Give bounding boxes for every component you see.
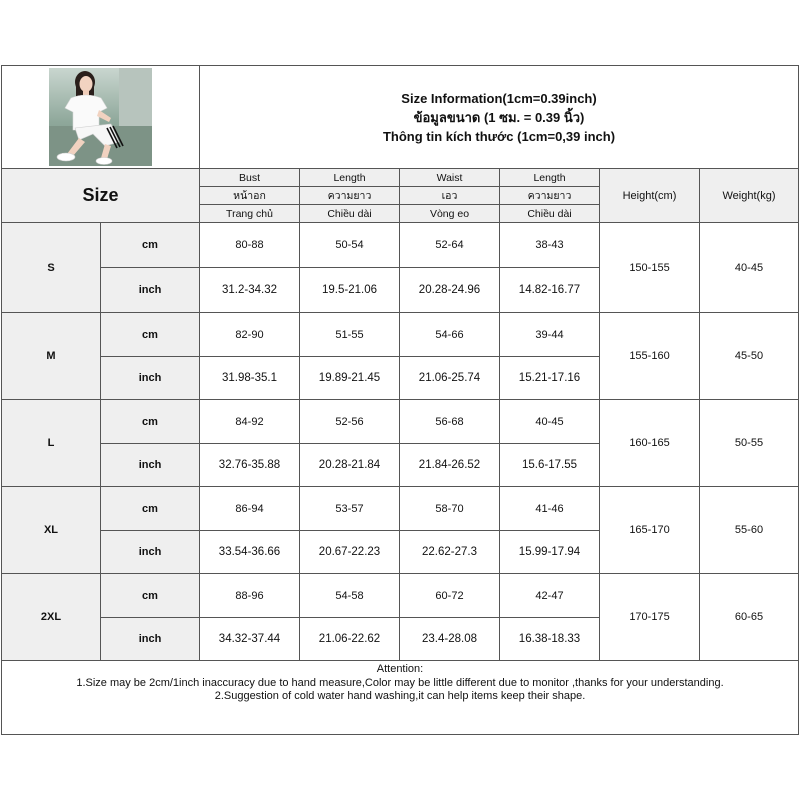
unit-label-inch: inch [100, 617, 200, 661]
title-line-thai: ข้อมูลขนาด (1 ซม. = 0.39 นิ้ว) [413, 109, 585, 125]
value-cell: 33.54-36.66 [199, 530, 300, 574]
size-label-m: M [1, 312, 101, 400]
weight-cell: 60-65 [699, 573, 799, 661]
value-cell: 40-45 [499, 399, 600, 444]
value-cell: 21.84-26.52 [399, 443, 500, 487]
value-cell: 82-90 [199, 312, 300, 357]
value-cell: 84-92 [199, 399, 300, 444]
attention-notes [1, 660, 799, 735]
value-cell: 38-43 [499, 222, 600, 268]
size-label-xl: XL [1, 486, 101, 574]
weight-cell: 45-50 [699, 312, 799, 400]
unit-label-inch: inch [100, 356, 200, 400]
column-header-length2-vi: Chiều dài [499, 204, 600, 223]
unit-label-cm: cm [100, 312, 200, 357]
value-cell: 23.4-28.08 [399, 617, 500, 661]
value-cell: 50-54 [299, 222, 400, 268]
column-header-bust-th: หน้าอก [199, 186, 300, 205]
model-photo [49, 68, 152, 166]
weight-cell: 40-45 [699, 222, 799, 313]
height-cell: 165-170 [599, 486, 700, 574]
value-cell: 58-70 [399, 486, 500, 531]
weight-cell: 55-60 [699, 486, 799, 574]
column-header-bust-en: Bust [199, 168, 300, 187]
value-cell: 22.62-27.3 [399, 530, 500, 574]
value-cell: 52-56 [299, 399, 400, 444]
column-header-height: Height(cm) [599, 168, 700, 223]
value-cell: 60-72 [399, 573, 500, 618]
value-cell: 20.28-24.96 [399, 267, 500, 313]
unit-label-inch: inch [100, 443, 200, 487]
column-header-waist-th: เอว [399, 186, 500, 205]
value-cell: 19.5-21.06 [299, 267, 400, 313]
column-header-length2-th: ความยาว [499, 186, 600, 205]
attention-heading: Attention: [376, 663, 424, 675]
value-cell: 56-68 [399, 399, 500, 444]
column-header-waist-en: Waist [399, 168, 500, 187]
value-cell: 39-44 [499, 312, 600, 357]
value-cell: 15.6-17.55 [499, 443, 600, 487]
value-cell: 20.28-21.84 [299, 443, 400, 487]
column-header-length-vi: Chiều dài [299, 204, 400, 223]
value-cell: 31.98-35.1 [199, 356, 300, 400]
value-cell: 15.99-17.94 [499, 530, 600, 574]
value-cell: 51-55 [299, 312, 400, 357]
value-cell: 15.21-17.16 [499, 356, 600, 400]
column-header-length-th: ความยาว [299, 186, 400, 205]
unit-label-inch: inch [100, 267, 200, 313]
value-cell: 53-57 [299, 486, 400, 531]
value-cell: 34.32-37.44 [199, 617, 300, 661]
size-information-title [199, 65, 799, 169]
height-cell: 160-165 [599, 399, 700, 487]
value-cell: 20.67-22.23 [299, 530, 400, 574]
value-cell: 54-66 [399, 312, 500, 357]
value-cell: 88-96 [199, 573, 300, 618]
value-cell: 86-94 [199, 486, 300, 531]
size-label-l: L [1, 399, 101, 487]
model-photo-image [49, 68, 152, 166]
value-cell: 32.76-35.88 [199, 443, 300, 487]
value-cell: 54-58 [299, 573, 400, 618]
value-cell: 21.06-22.62 [299, 617, 400, 661]
column-header-bust-vi: Trang chủ [199, 204, 300, 223]
unit-label-cm: cm [100, 399, 200, 444]
unit-label-cm: cm [100, 573, 200, 618]
column-header-weight: Weight(kg) [699, 168, 799, 223]
title-line-vietnamese: Thông tin kích thước (1cm=0,39 inch) [382, 128, 616, 144]
size-header: Size [1, 168, 200, 223]
size-label-s: S [1, 222, 101, 313]
value-cell: 14.82-16.77 [499, 267, 600, 313]
height-cell: 155-160 [599, 312, 700, 400]
value-cell: 21.06-25.74 [399, 356, 500, 400]
column-header-waist-vi: Vòng eo [399, 204, 500, 223]
attention-note-2: 2.Suggestion of cold water hand washing,it can help items keep their shape. [214, 690, 586, 702]
value-cell: 41-46 [499, 486, 600, 531]
value-cell: 52-64 [399, 222, 500, 268]
value-cell: 42-47 [499, 573, 600, 618]
attention-note-1: 1.Size may be 2cm/1inch inaccuracy due to hand measure,Color may be little different due to monitor ,thanks for your understanding. [76, 676, 724, 689]
unit-label-cm: cm [100, 222, 200, 268]
value-cell: 16.38-18.33 [499, 617, 600, 661]
value-cell: 80-88 [199, 222, 300, 268]
size-label-2xl: 2XL [1, 573, 101, 661]
height-cell: 170-175 [599, 573, 700, 661]
value-cell: 19.89-21.45 [299, 356, 400, 400]
weight-cell: 50-55 [699, 399, 799, 487]
column-header-length2-en: Length [499, 168, 600, 187]
column-header-length-en: Length [299, 168, 400, 187]
height-cell: 150-155 [599, 222, 700, 313]
title-line-english: Size Information(1cm=0.39inch) [401, 90, 597, 106]
value-cell: 31.2-34.32 [199, 267, 300, 313]
unit-label-cm: cm [100, 486, 200, 531]
unit-label-inch: inch [100, 530, 200, 574]
